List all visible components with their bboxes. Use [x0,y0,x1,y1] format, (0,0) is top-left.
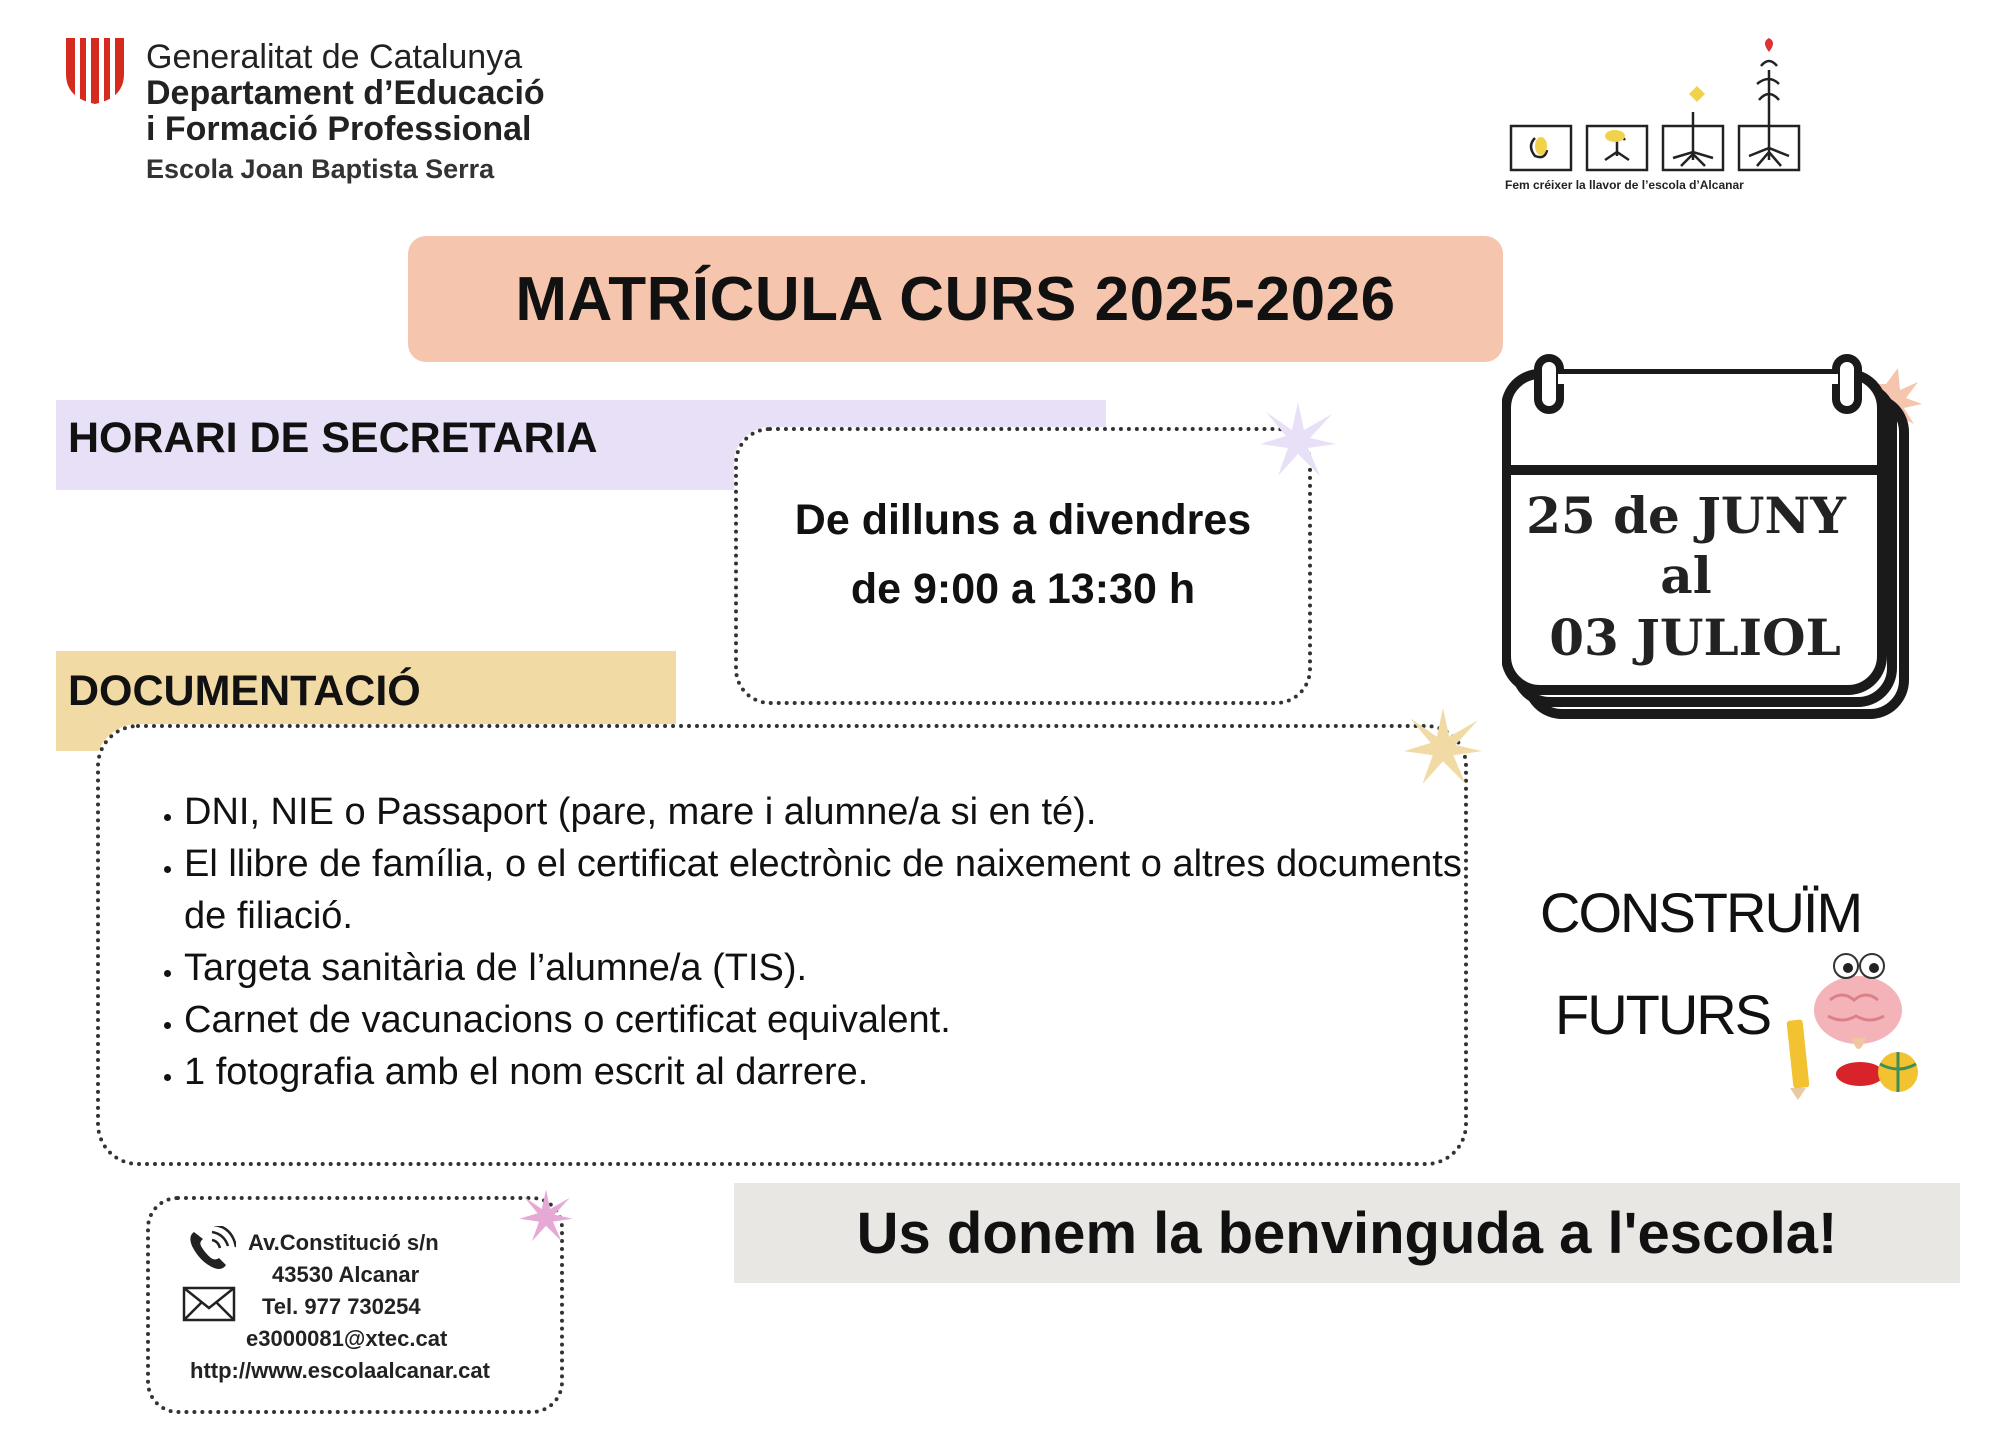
documentacio-list [140,786,1484,1098]
department-name-line1: Departament d’Educació [146,74,545,112]
page-title-banner [408,236,1503,362]
generalitat-logo-icon [62,34,128,106]
seed-growth-logo-icon [1505,30,1825,195]
contact-phone: Tel. 977 730254 [262,1294,421,1319]
calendar-end-date: 03 JULIOL [1549,608,1841,667]
list-item: • 1 fotografia amb el nom escrit al darrere. [184,1046,1484,1098]
list-item: • Targeta sanitària de l’alumne/a (TIS). [184,942,1484,994]
department-name-line2: i Formació Professional [146,110,532,148]
calendar-separator: al [1660,546,1712,605]
page-title: MATRÍCULA CURS 2025-2026 [515,264,1396,334]
generalitat-name: Generalitat de Catalunya [146,38,523,76]
phone-icon [186,1226,236,1272]
list-item: • Carnet de vacunacions o certificat equivalent. [184,994,1484,1046]
horari-hours: de 9:00 a 13:30 h [850,565,1196,613]
list-item: • El llibre de família, o el certificat electrònic de naixement o altres documents de filiació. [184,838,1484,942]
calendar-start-date: 25 de JUNY [1526,486,1846,545]
list-item: • DNI, NIE o Passaport (pare, mare i alumne/a si en té). [184,786,1484,838]
documentacio-heading: DOCUMENTACIÓ [68,667,421,715]
contact-website[interactable]: http://www.escolaalcanar.cat [190,1358,490,1383]
slogan-line2: FUTURS [1555,983,1771,1046]
welcome-message: Us donem la benvinguda a l'escola! [856,1200,1838,1266]
school-logo-caption: Fem créixer la llavor de l’escola d’Alcanar [1505,178,1744,192]
contact-city: 43530 Alcanar [272,1262,420,1287]
school-name: Escola Joan Baptista Serra [146,154,495,184]
contact-email[interactable]: e3000081@xtec.cat [246,1326,448,1351]
sparkle-icon [1258,400,1338,480]
sparkle-icon [1402,706,1484,788]
sparkle-icon [518,1188,574,1244]
mail-icon [182,1286,236,1322]
contact-address: Av.Constitució s/n [248,1230,439,1255]
horari-days: De dilluns a divendres [794,496,1252,544]
horari-heading: HORARI DE SECRETARIA [68,414,598,462]
brain-character-icon [1780,950,1920,1100]
welcome-banner [734,1183,1960,1283]
slogan-line1: CONSTRUÏM [1540,881,1862,944]
